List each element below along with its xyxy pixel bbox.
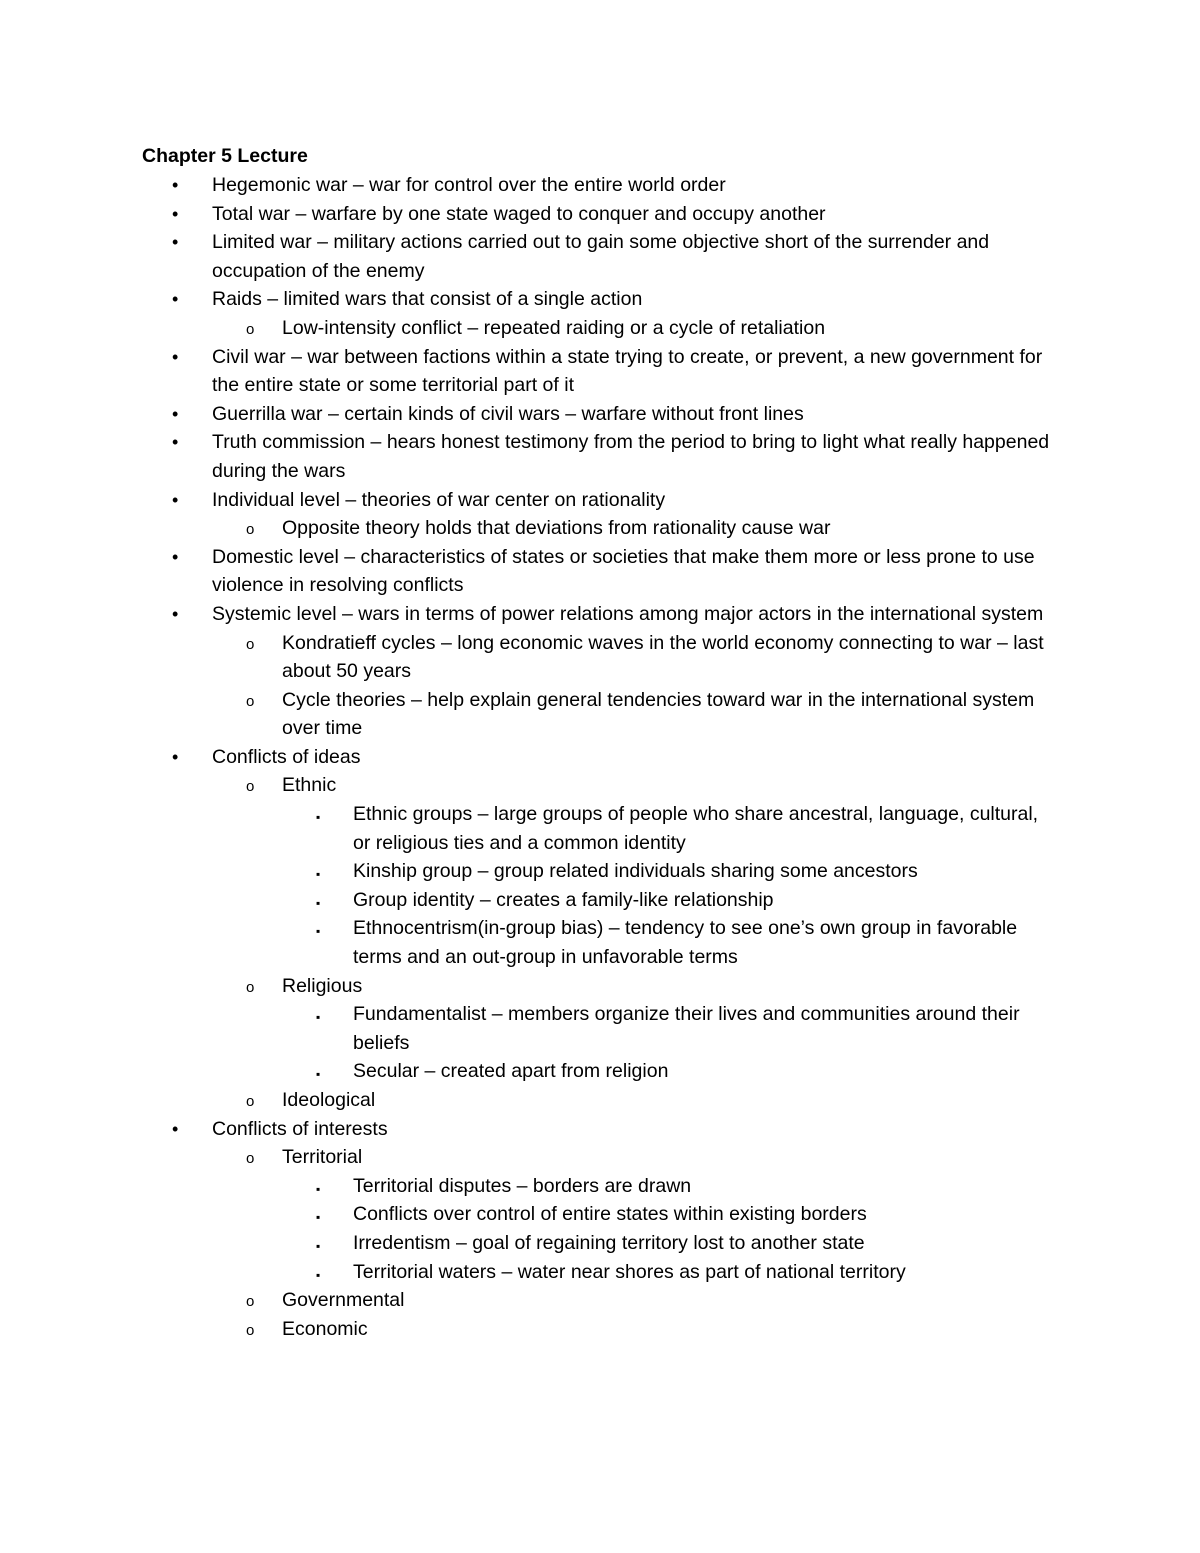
- outline-item-level-2: [0, 1286, 1200, 1315]
- square-bullet-icon: ▪: [316, 1267, 321, 1282]
- outline-item-level-3: [0, 800, 1200, 857]
- circle-bullet-icon: o: [246, 320, 255, 338]
- outline-item-text: Fundamentalist – members organize their lives and communities around their beliefs: [353, 1003, 1020, 1054]
- bullet-icon: •: [172, 203, 179, 224]
- circle-bullet-icon: o: [246, 521, 255, 539]
- circle-bullet-icon: o: [246, 778, 255, 796]
- outline-item-level-1: [0, 171, 1200, 200]
- bullet-icon: •: [172, 489, 179, 510]
- outline-item-level-1: [0, 600, 1200, 629]
- bullet-icon: •: [172, 232, 179, 253]
- outline-item-level-2: [0, 771, 1200, 800]
- circle-bullet-icon: o: [246, 978, 255, 996]
- outline-item-level-2: [0, 629, 1200, 686]
- outline-item-level-3: [0, 1000, 1200, 1057]
- outline-item-text: Group identity – creates a family-like relationship: [353, 888, 774, 911]
- outline-item-text: Low-intensity conflict – repeated raiding or a cycle of retaliation: [282, 316, 826, 339]
- circle-bullet-icon: o: [246, 635, 255, 653]
- outline-item-text: Civil war – war between factions within a state trying to create, or prevent, a new government for the entire state or some territorial part of it: [212, 345, 1043, 397]
- square-bullet-icon: ▪: [316, 1067, 321, 1082]
- outline-item-level-3: [0, 914, 1200, 971]
- outline-item-level-2: [0, 1086, 1200, 1115]
- outline-item-level-3: [0, 1057, 1200, 1086]
- outline-item-text: Ethnic: [282, 774, 337, 797]
- outline-item-level-2: [0, 686, 1200, 743]
- outline-item-level-3: [0, 1229, 1200, 1258]
- outline-item-text: Total war – warfare by one state waged to conquer and occupy another: [212, 202, 826, 225]
- square-bullet-icon: ▪: [316, 924, 321, 939]
- outline-item-text: Kondratieff cycles – long economic waves in the world economy connecting to war – last about 50 years: [282, 631, 1044, 683]
- outline-item-text: Individual level – theories of war center on rationality: [212, 488, 666, 511]
- outline-item-text: Territorial disputes – borders are drawn: [353, 1174, 692, 1197]
- bullet-icon: •: [172, 403, 179, 424]
- bullet-icon: •: [172, 1118, 179, 1139]
- outline-item-level-3: [0, 857, 1200, 886]
- bullet-icon: •: [172, 175, 179, 195]
- outline-item-level-3: [0, 886, 1200, 915]
- outline-item-level-1: [0, 486, 1200, 515]
- square-bullet-icon: ▪: [316, 895, 321, 910]
- outline-item-text: Cycle theories – help explain general tendencies toward war in the international system over time: [282, 688, 1035, 740]
- outline-item-level-2: [0, 972, 1200, 1001]
- lecture-outline: [0, 171, 1200, 1343]
- outline-item-text: Systemic level – wars in terms of power relations among major actors in the international system: [212, 602, 1044, 625]
- outline-item-text: Guerrilla war – certain kinds of civil wars – warfare without front lines: [212, 402, 804, 425]
- outline-item-text: Domestic level – characteristics of states or societies that make them more or less prone to use violence in resolving conflicts: [212, 545, 1035, 597]
- outline-item-text: Conflicts over control of entire states within existing borders: [353, 1203, 867, 1226]
- square-bullet-icon: ▪: [316, 1238, 321, 1253]
- outline-item-text: Opposite theory holds that deviations from rationality cause war: [282, 517, 831, 540]
- outline-item-level-1: [0, 228, 1200, 285]
- outline-item-level-2: [0, 514, 1200, 543]
- outline-item-level-2: [0, 314, 1200, 343]
- circle-bullet-icon: o: [246, 1150, 255, 1168]
- bullet-icon: •: [172, 432, 179, 453]
- square-bullet-icon: ▪: [316, 1181, 321, 1196]
- circle-bullet-icon: o: [246, 1293, 255, 1311]
- outline-item-text: Kinship group – group related individuals sharing some ancestors: [353, 860, 918, 883]
- square-bullet-icon: ▪: [316, 1210, 321, 1225]
- outline-item-text: Raids – limited wars that consist of a single action: [212, 288, 643, 311]
- outline-item-text: Conflicts of ideas: [212, 745, 361, 768]
- bullet-icon: •: [172, 546, 179, 567]
- bullet-icon: •: [172, 746, 179, 767]
- outline-item-text: Hegemonic war – war for control over the entire world order: [212, 174, 726, 196]
- circle-bullet-icon: o: [246, 1093, 255, 1110]
- outline-item-text: Irredentism – goal of regaining territory lost to another state: [353, 1231, 865, 1254]
- bullet-icon: •: [172, 346, 179, 367]
- outline-item-text: Limited war – military actions carried out to gain some objective short of the surrender and occupation of the enemy: [212, 231, 990, 282]
- outline-item-level-1: [0, 343, 1200, 400]
- outline-item-level-1: [0, 285, 1200, 314]
- outline-item-level-3: [0, 1200, 1200, 1229]
- outline-item-level-1: [0, 200, 1200, 229]
- outline-item-text: Governmental: [282, 1289, 405, 1312]
- outline-item-level-1: [0, 743, 1200, 772]
- page-title: Chapter 5 Lecture: [142, 145, 308, 167]
- circle-bullet-icon: o: [246, 1321, 255, 1339]
- outline-item-level-1: [0, 428, 1200, 485]
- outline-item-text: Territorial waters – water near shores as part of national territory: [353, 1260, 906, 1283]
- outline-item-text: Ethnic groups – large groups of people who share ancestral, language, cultural, or religious ties and a common identity: [353, 803, 1039, 854]
- outline-item-level-3: [0, 1172, 1200, 1201]
- square-bullet-icon: ▪: [316, 867, 321, 882]
- outline-item-level-3: [0, 1258, 1200, 1287]
- outline-item-text: Territorial: [282, 1146, 363, 1169]
- square-bullet-icon: ▪: [316, 810, 321, 825]
- circle-bullet-icon: o: [246, 692, 255, 710]
- outline-item-text: Ethnocentrism(in-group bias) – tendency to see one’s own group in favorable terms and an out-group in unfavorable terms: [353, 917, 1018, 969]
- outline-item-level-1: [0, 543, 1200, 600]
- bullet-icon: •: [172, 289, 179, 310]
- bullet-icon: •: [172, 603, 179, 624]
- outline-item-text: Ideological: [282, 1089, 376, 1111]
- square-bullet-icon: ▪: [316, 1010, 321, 1025]
- outline-item-level-1: [0, 1115, 1200, 1144]
- outline-item-text: Religious: [282, 974, 363, 997]
- outline-item-text: Conflicts of interests: [212, 1117, 388, 1140]
- outline-item-level-2: [0, 1315, 1200, 1344]
- outline-item-text: Economic: [282, 1317, 368, 1340]
- outline-item-level-2: [0, 1143, 1200, 1172]
- outline-item-level-1: [0, 400, 1200, 429]
- outline-item-text: Secular – created apart from religion: [353, 1060, 669, 1083]
- outline-item-text: Truth commission – hears honest testimony from the period to bring to light what really happened during the wars: [212, 431, 1050, 482]
